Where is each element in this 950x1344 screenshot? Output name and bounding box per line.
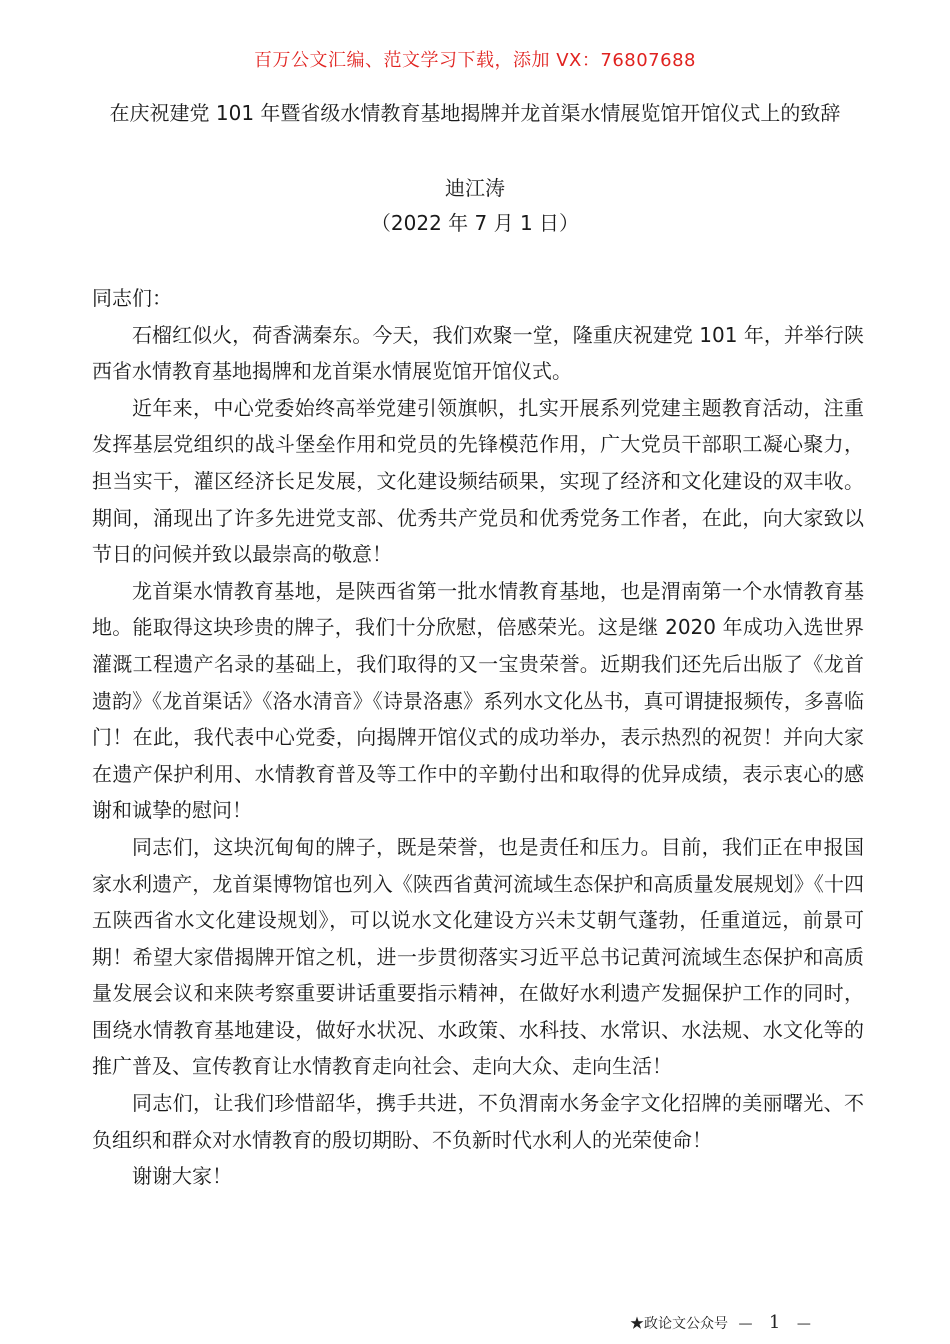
paragraph: 同志们，这块沉甸甸的牌子，既是荣誉，也是责任和压力。目前，我们正在申报国家水利遗产，龙首渠博物馆也列入《陕西省黄河流域生态保护和高质量发展规划》《十四五陕西省水文化建设规划》，可以说水文化建设方兴未艾朝气蓬勃，任重道远，前景可期！希望大家借揭牌开馆之机，进一步贯彻落实习近平总书记黄河流域生态保护和高质量发展会议和来陕考察重要讲话重要指示精神，在做好水利遗产发掘保护工作的同时，围绕水情教育基地建设，做好水状况、水政策、水科技、水常识、水法规、水文化等的推广普及、宣传教育让水情教育走向社会、走向大众、走向生活！ (92, 834, 864, 1079)
salutation: 同志们： (92, 286, 172, 310)
closing-line: 谢谢大家！ (132, 1164, 232, 1189)
document-title: 在庆祝建党 101 年暨省级水情教育基地揭牌并龙首渠水情展览馆开馆仪式上的致辞 (109, 101, 841, 125)
promo-banner: 百万公文汇编、范文学习下载，添加 VX：76807688 (254, 50, 696, 71)
paragraph: 同志们，让我们珍惜韶华，携手共进，不负渭南水务金字文化招牌的美丽曙光、不负组织和群众对水情教育的殷切期盼、不负新时代水利人的光荣使命！ (92, 1091, 864, 1152)
footer-dash-left: — (738, 1316, 753, 1332)
footer-dash-right: — (796, 1316, 811, 1332)
footer-source: ★政论文公众号 (630, 1316, 728, 1332)
page-number: 1 (768, 1312, 781, 1333)
page-footer (630, 1312, 817, 1333)
document-date: （2022 年 7 月 1 日） (370, 211, 580, 235)
paragraph: 石榴红似火，荷香满秦东。今天，我们欢聚一堂，隆重庆祝建党 101 年，并举行陕西省水情教育基地揭牌和龙首渠水情展览馆开馆仪式。 (92, 322, 864, 384)
paragraph: 近年来，中心党委始终高举党建引领旗帜，扎实开展系列党建主题教育活动，注重发挥基层党组织的战斗堡垒作用和党员的先锋模范作用，广大党员干部职工凝心聚力，担当实干，灌区经济长足发展，文化建设频结硕果，实现了经济和文化建设的双丰收。期间，涌现出了许多先进党支部、优秀共产党员和优秀党务工作者，在此，向大家致以节日的问候并致以最崇高的敬意！ (92, 395, 864, 567)
document-body (92, 280, 864, 1195)
paragraph: 龙首渠水情教育基地，是陕西省第一批水情教育基地，也是渭南第一个水情教育基地。能取得这块珍贵的牌子，我们十分欣慰，倍感荣光。这是继 2020 年成功入选世界灌溉工程遗产名录的基础上，我们取得的又一宝贵荣誉。近期我们还先后出版了《龙首遗韵》《龙首渠话》《洛水清音》《诗景洛惠》系列水文化丛书，真可谓捷报频传，多喜临门！在此，我代表中心党委，向揭牌开馆仪式的成功举办，表示热烈的祝贺！并向大家在遗产保护利用、水情教育普及等工作中的辛勤付出和取得的优异成绩，表示衷心的感谢和诚挚的慰问！ (92, 578, 864, 823)
document-author: 迪江涛 (445, 176, 505, 200)
